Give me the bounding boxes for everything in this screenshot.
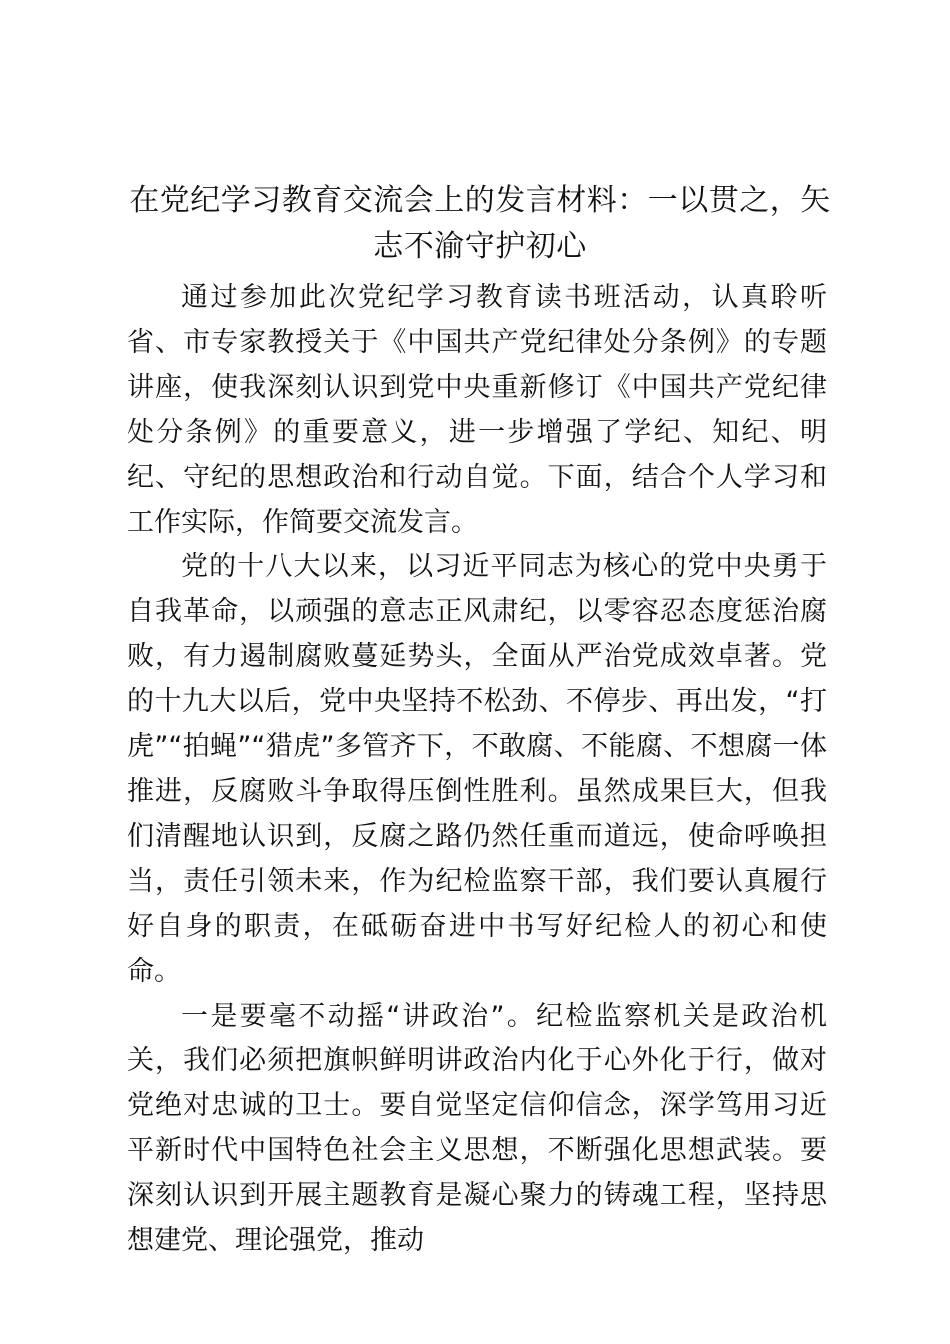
paragraph-point-one: 一是要毫不动摇“讲政治”。纪检监察机关是政治机关，我们必须把旗帜鲜明讲政治内化于心外化于行，做对党绝对忠诚的卫士。要自觉坚定信仰信念，深学笃用习近平新时代中国特色社会主义思想，不断强化思想武装。要深刻认识到开展主题教育是凝心聚力的铸魂工程，坚持思想建党、理论强党，推动 bbox=[127, 1000, 827, 1257]
document-body bbox=[127, 276, 827, 1264]
paragraph-background: 党的十八大以来，以习近平同志为核心的党中央勇于自我革命，以顽强的意志正风肃纪，以零容忍态度惩治腐败，有力遏制腐败蔓延势头，全面从严治党成效卓著。党的十九大以后，党中央坚持不松劲、不停步、再出发，“打虎”“拍蝇”“猎虎”多管齐下，不敢腐、不能腐、不想腐一体推进，反腐败斗争取得压倒性胜利。虽然成果巨大，但我们清醒地认识到，反腐之路仍然任重而道远，使命呼唤担当，责任引领未来，作为纪检监察干部，我们要认真履行好自身的职责，在砥砺奋进中书写好纪检人的初心和使命。 bbox=[127, 551, 827, 987]
document-title: 在党纪学习教育交流会上的发言材料：一以贯之，矢志不渝守护初心 bbox=[129, 183, 831, 264]
paragraph-intro: 通过参加此次党纪学习教育读书班活动，认真聆听省、市专家教授关于《中国共产党纪律处分条例》的专题讲座，使我深刻认识到党中央重新修订《中国共产党纪律处分条例》的重要意义，进一步增强了学纪、知纪、明纪、守纪的思想政治和行动自觉。下面，结合个人学习和工作实际，作简要交流发言。 bbox=[127, 282, 827, 538]
